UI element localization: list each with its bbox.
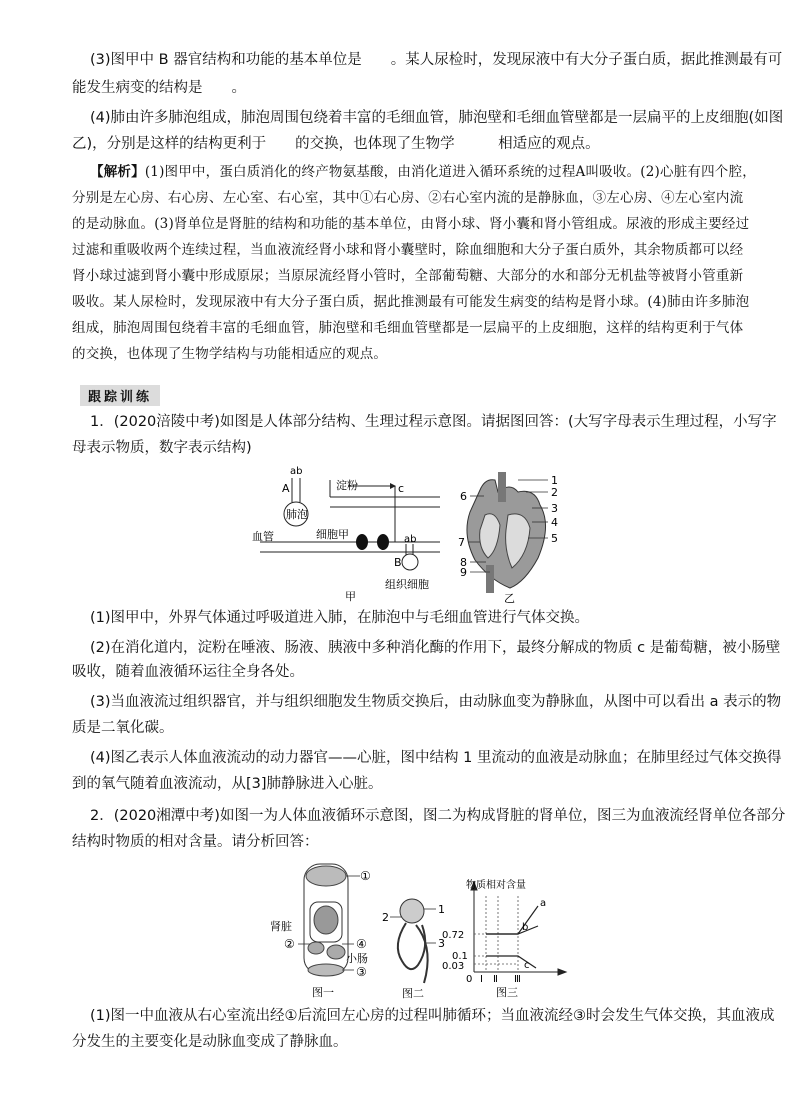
q1-answer-4-line-2: 到的氧气随着血液流动，从[3]肺静脉进入心脏。 [72,776,383,792]
circ-label-intestine: 小肠 [346,952,368,965]
q1-answer-3-line-1: (3)当血液流过组织器官，并与组织细胞发生物质交换后，由动脉血变为静脉血，从图中可以看出 a 表示的物 [90,694,782,710]
figure-3-chart [440,876,570,1000]
q1-answer-2-line-1: (2)在消化道内，淀粉在唾液、肠液、胰液中多种消化酶的作用下，最终分解成的物质 c 是葡萄糖，被小肠壁 [90,640,781,656]
q1-stem-line-2: 母表示物质，数字表示结构) [72,440,252,456]
heart-label-3: 3 [551,502,558,515]
q1-answer-2-line-2: 吸收，随着血液循环运往全身各处。 [72,664,304,680]
label-cell-jia: 细胞甲 [316,528,349,541]
q2-answer-line-2: 分发生的主要变化是动脉血变成了静脉血。 [72,1034,348,1050]
analysis-line-3: 的是动脉血。(3)肾单位是肾脏的结构和功能的基本单位，由肾小球、肾小囊和肾小管组成。尿液的形成主要经过 [72,216,750,232]
q1-stem-line-1: 1．(2020涪陵中考)如图是人体部分结构、生理过程示意图。请据图回答：(大写字母表示生理过程，小写字 [90,414,777,430]
q2-stem-line-1: 2．(2020湘潭中考)如图一为人体血液循环示意图，图二为构成肾脏的肾单位，图三为血液流经肾单位各部分 [90,808,786,824]
label-zuzhi: 组织细胞 [385,578,429,591]
figure-jia [250,462,460,602]
label-B: B [394,556,402,569]
chart-ytick-0: 0 [466,974,473,985]
nephron-label-1: 1 [438,903,445,916]
circ-label-kidney: 肾脏 [270,920,292,933]
circ-label-3: ③ [356,965,367,979]
label-c: c [398,482,405,495]
label-xueguan: 血管 [252,530,274,543]
caption-yi: 乙 [504,592,515,605]
nephron-label-2: 2 [382,911,389,924]
heart-label-9: 9 [460,566,467,579]
analysis-label: 【解析】 [90,164,145,180]
nephron-label-3: 3 [438,937,445,950]
chart-label-c: c [524,960,530,971]
caption-jia: 甲 [345,590,356,602]
blood-cell [356,534,368,550]
chart-ytick-072: 0.72 [442,930,465,941]
caption-fig3: 图三 [496,986,518,999]
circ-label-4: ④ [356,937,367,951]
question-3-line-2: 能发生病变的结构是 。 [72,80,246,96]
chart-ytick-01: 0.1 [452,951,468,962]
analysis-line-1: 【解析】(1)图甲中，蛋白质消化的终产物氨基酸，由消化道进入循环系统的过程A叫吸收。(2)心脏有四个腔， [90,164,756,180]
figure-1-circulation [268,858,378,1000]
question-4-line-1: (4)肺由许多肺泡组成，肺泡周围包绕着丰富的毛细血管，肺泡壁和毛细血管壁都是一层扁平的上皮细胞(如图 [90,110,784,126]
heart-label-8: 8 [460,556,467,569]
question-4-line-2: 乙)，分别是这样的结构更利于 的交换，也体现了生物学 相适应的观点。 [72,136,600,152]
label-dianfen: 淀粉 [336,479,358,492]
chart-label-a: a [540,898,547,909]
label-ab-top: ab [290,466,303,477]
q2-answer-line-1: (1)图一中血液从右心室流出经①后流回左心房的过程叫肺循环；当血液流经③时会发生气体交换，其血液成 [90,1008,775,1024]
chart-label-b: b [522,922,529,933]
heart-label-4: 4 [551,516,558,529]
analysis-line-2: 分别是左心房、右心房、左心室、右心室，其中①右心房、②右心室内流的是静脉血，③左心房、④左心室内流 [72,190,744,206]
section-tag: 跟踪训练 [80,385,160,406]
caption-fig2: 图二 [402,987,424,1000]
chart-xtick-2: Ⅱ [493,974,498,985]
series-a [486,906,538,934]
chart-ytick-003: 0.03 [442,961,465,972]
heart-label-2: 2 [551,486,558,499]
analysis-line-5: 肾小球过滤到肾小囊中形成原尿；当原尿流经肾小管时，全部葡萄糖、大部分的水和部分无机盐等被肾小管重新 [72,268,744,284]
q1-answer-4-line-1: (4)图乙表示人体血液流动的动力器官——心脏，图中结构 1 里流动的血液是动脉血；在肺里经过气体交换得 [90,750,782,766]
q1-answer-3-line-2: 质是二氧化碳。 [72,720,174,736]
q2-stem-line-2: 结构时物质的相对含量。请分析回答： [72,834,319,850]
q1-answer-1: (1)图甲中，外界气体通过呼吸道进入肺，在肺泡中与毛细血管进行气体交换。 [90,610,590,626]
blood-cell [377,534,389,550]
circ-label-1: ① [360,869,371,883]
analysis-line-8: 的交换，也体现了生物学结构与功能相适应的观点。 [72,346,388,362]
chart-ylabel: 物质相对含量 [466,880,526,891]
label-ab-bottom: ab [404,534,417,545]
analysis-line-7: 组成，肺泡周围包绕着丰富的毛细血管，肺泡壁和毛细血管壁都是一层扁平的上皮细胞，这样的结构更利于气体 [72,320,744,336]
heart-label-5: 5 [551,532,558,545]
label-feipao: 肺泡 [286,508,308,521]
chart-xtick-1: Ⅰ [480,974,483,985]
figure-yi-heart [440,470,580,605]
circ-label-2: ② [284,937,295,951]
label-A: A [282,482,290,495]
analysis-line-4: 过滤和重吸收两个连续过程，当血液流经肾小球和肾小囊壁时，除血细胞和大分子蛋白质外，其余物质都可以经 [72,242,744,258]
chart-xtick-3: Ⅲ [514,974,521,985]
analysis-line-6: 吸收。某人尿检时，发现尿液中有大分子蛋白质，据此推测最有可能发生病变的结构是肾小球。(4)肺由许多肺泡 [72,294,750,310]
heart-label-6: 6 [460,490,467,503]
series-b [486,926,538,934]
caption-fig1: 图一 [312,986,334,999]
heart-label-7: 7 [458,536,465,549]
heart-label-1: 1 [551,474,558,487]
question-3-line-1: (3)图甲中 B 器官结构和功能的基本单位是 。某人尿检时，发现尿液中有大分子蛋白质，据此推测最有可 [90,52,783,68]
